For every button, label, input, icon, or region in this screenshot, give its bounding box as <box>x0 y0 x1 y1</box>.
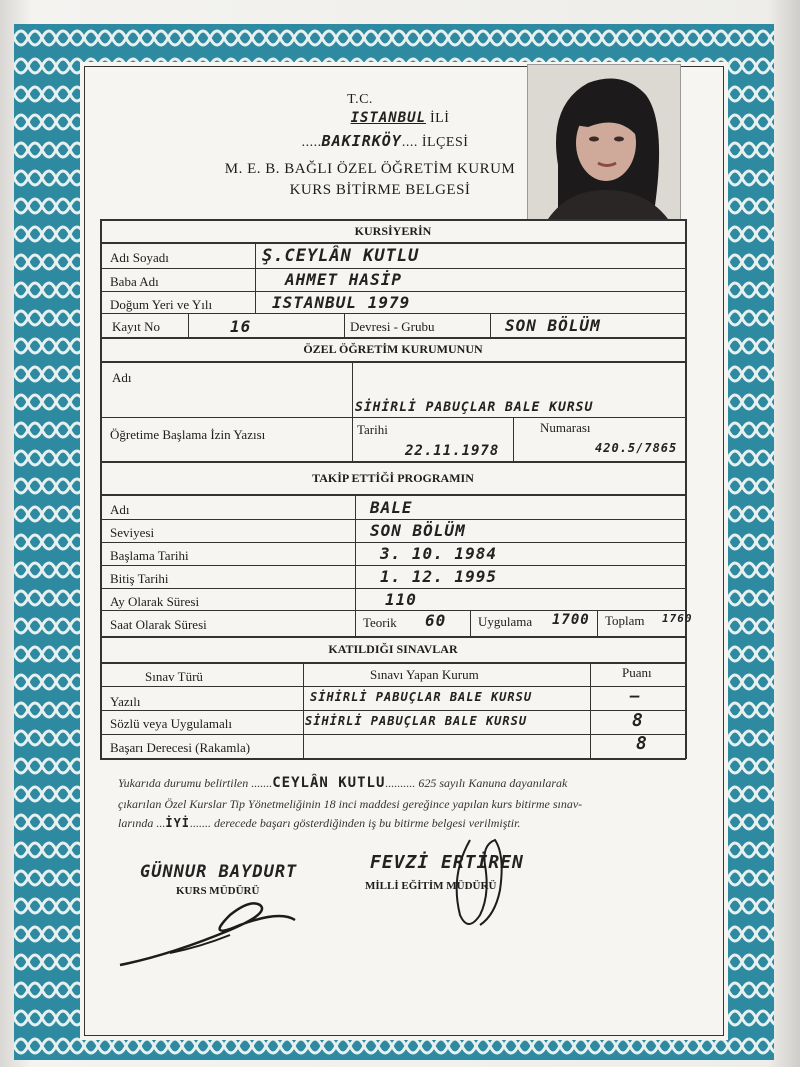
program-level-value: SON BÖLÜM <box>370 521 466 540</box>
exam-row2-kurum: SİHİRLİ PABUÇLAR BALE KURSU <box>305 714 528 728</box>
exams-section-title: KATILDIĞI SINAVLAR <box>328 642 458 656</box>
program-level-label: Seviyesi <box>110 525 155 540</box>
district-suffix: İLÇESİ <box>421 135 469 150</box>
statement-p1: Yukarıda durumu belirtilen <box>118 776 249 790</box>
devre-label: Devresi - Grubu <box>350 319 435 334</box>
start-date-label: Başlama Tarihi <box>110 548 189 563</box>
name-value: Ş.CEYLÂN KUTLU <box>262 246 420 266</box>
hours-label: Saat Olarak Süresi <box>110 617 207 632</box>
program-name-value: BALE <box>370 498 413 517</box>
teorik-value: 60 <box>425 611 447 630</box>
end-date-label: Bitiş Tarihi <box>110 571 169 586</box>
exam-row3-type: Başarı Derecesi (Rakamla) <box>110 740 251 755</box>
kurum-name-label: Adı <box>112 370 132 385</box>
exam-row1-type: Yazılı <box>110 694 141 709</box>
left-signer-title: KURS MÜDÜRÜ <box>176 885 260 897</box>
toplam-value: 1760 <box>662 612 693 625</box>
left-signature <box>110 895 310 975</box>
kayit-label: Kayıt No <box>112 319 161 334</box>
toplam-label: Toplam <box>605 613 645 628</box>
program-name-label: Adı <box>110 502 130 517</box>
statement-line3: larında ...İYİ....... derecede başarı gösterdiğinden iş bu bitirme belgesi verilmiştir. <box>118 816 521 830</box>
kursiyer-section-title: KURSİYERİN <box>354 224 432 238</box>
statement-name: CEYLÂN KUTLU <box>272 775 386 791</box>
father-label: Baba Adı <box>110 274 159 289</box>
right-signature <box>440 835 520 935</box>
city-suffix: İLİ <box>430 111 450 126</box>
father-value: AHMET HASİP <box>285 270 402 289</box>
right-signer-name: FEVZİ ERTİREN <box>370 852 524 873</box>
teorik-label: Teorik <box>363 615 397 630</box>
document-title: KURS BİTİRME BELGESİ <box>289 182 471 198</box>
header-city <box>300 110 500 127</box>
birth-label: Doğum Yeri ve Yılı <box>110 297 213 312</box>
kayit-value: 16 <box>230 317 252 336</box>
district-value: BAKIRKÖY <box>321 132 402 150</box>
statement-p3: larında <box>118 816 154 830</box>
numara-value: 420.5/7865 <box>595 441 678 455</box>
uygulama-label: Uygulama <box>478 614 533 629</box>
portrait-photo <box>527 64 681 220</box>
months-label: Ay Olarak Süresi <box>110 594 200 609</box>
statement-line2: çıkarılan Özel Kurslar Tip Yönetmeliğinin 18 inci maddesi gereğince yapılan kurs bitirme sınav- <box>118 797 583 811</box>
birth-value: ISTANBUL 1979 <box>272 293 411 312</box>
exam-row3-puan: 8 <box>636 733 648 754</box>
devre-value: SON BÖLÜM <box>505 316 601 335</box>
city-value: ISTANBUL <box>350 110 427 126</box>
exam-row2-type: Sözlü veya Uygulamalı <box>110 716 233 731</box>
exam-col-puan: Puanı <box>622 665 652 680</box>
left-signer-name: GÜNNUR BAYDURT <box>140 862 298 882</box>
uygulama-value: 1700 <box>552 612 590 628</box>
start-date-value: 3. 10. 1984 <box>380 544 497 563</box>
statement-p2: 625 sayılı Kanuna dayanılarak <box>418 776 568 790</box>
exam-col-kurum: Sınavı Yapan Kurum <box>370 667 479 682</box>
izin-label: Öğretime Başlama İzin Yazısı <box>110 427 266 442</box>
exam-col-type: Sınav Türü <box>145 669 203 684</box>
kurum-name-value: SİHİRLİ PABUÇLAR BALE KURSU <box>355 400 594 415</box>
exam-row2-puan: 8 <box>632 710 644 731</box>
header-district: .....BAKIRKÖY.... İLÇESİ <box>301 132 469 150</box>
tarih-label: Tarihi <box>357 422 388 437</box>
tarih-value: 22.11.1978 <box>405 443 500 459</box>
statement-p4: derecede başarı gösterdiğinden iş bu bitirme belgesi verilmiştir. <box>214 816 521 830</box>
end-date-value: 1. 12. 1995 <box>380 567 497 586</box>
name-label: Adı Soyadı <box>110 250 169 265</box>
header-meb: M. E. B. BAĞLI ÖZEL ÖĞRETİM KURUM <box>224 161 516 177</box>
statement-line1: Yukarıda durumu belirtilen .......CEYLÂN KUTLU.......... 625 sayılı Kanuna dayanılarak <box>118 775 568 791</box>
exam-row1-puan: — <box>630 686 641 705</box>
program-section-title: TAKİP ETTİĞİ PROGRAMIN <box>312 471 474 485</box>
header-tc: T.C. <box>347 92 373 107</box>
kurum-section-title: ÖZEL ÖĞRETİM KURUMUNUN <box>303 342 483 356</box>
right-signer-title: MİLLİ EĞİTİM MÜDÜRÜ <box>365 880 497 892</box>
exam-row1-kurum: SİHİRLİ PABUÇLAR BALE KURSU <box>310 690 533 704</box>
months-value: 110 <box>385 590 417 609</box>
numara-label: Numarası <box>540 420 591 435</box>
statement-grade: İYİ <box>165 816 191 830</box>
